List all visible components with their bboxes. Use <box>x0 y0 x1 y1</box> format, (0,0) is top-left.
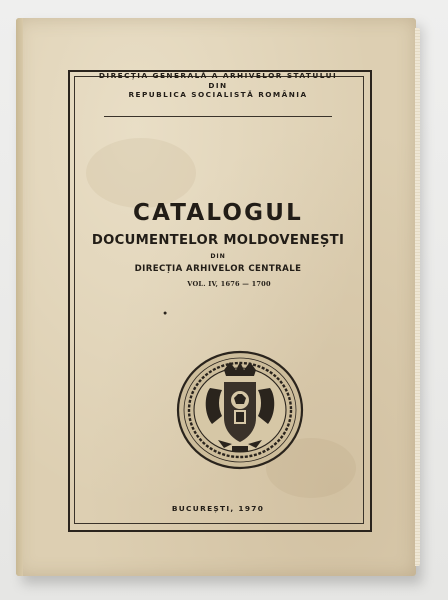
cover-title: CATALOGUL <box>133 200 303 226</box>
bullet-mark-icon: ● <box>163 309 168 317</box>
place-year-block <box>74 504 362 513</box>
din-block <box>74 253 362 260</box>
cover-header <box>74 71 362 100</box>
header-line-3: REPUBLICA SOCIALISTĂ ROMÂNIA <box>128 90 308 99</box>
header-line-1: DIRECȚIA GENERALĂ A ARHIVELOR STATULUI <box>98 71 338 80</box>
header-rule <box>104 116 332 117</box>
coat-of-arms-seal-icon <box>174 348 306 472</box>
header-line-2: DIN <box>208 80 228 90</box>
cover-title-block <box>74 200 362 226</box>
cover-subtitle: DOCUMENTELOR MOLDOVENEȘTI <box>91 233 345 248</box>
cover-volume: VOL. IV, 1676 — 1700 <box>187 280 271 288</box>
book-cover <box>16 18 416 576</box>
cover-din: DIN <box>210 253 226 260</box>
volume-block <box>74 280 362 288</box>
directorate-block <box>74 264 362 274</box>
cover-directorate: DIRECȚIA ARHIVELOR CENTRALE <box>134 264 302 274</box>
book-pages-edge <box>415 28 420 566</box>
book-spine-edge <box>16 18 23 576</box>
cover-subtitle-block <box>74 233 362 248</box>
cover-place-year: BUCUREȘTI, 1970 <box>171 504 265 513</box>
